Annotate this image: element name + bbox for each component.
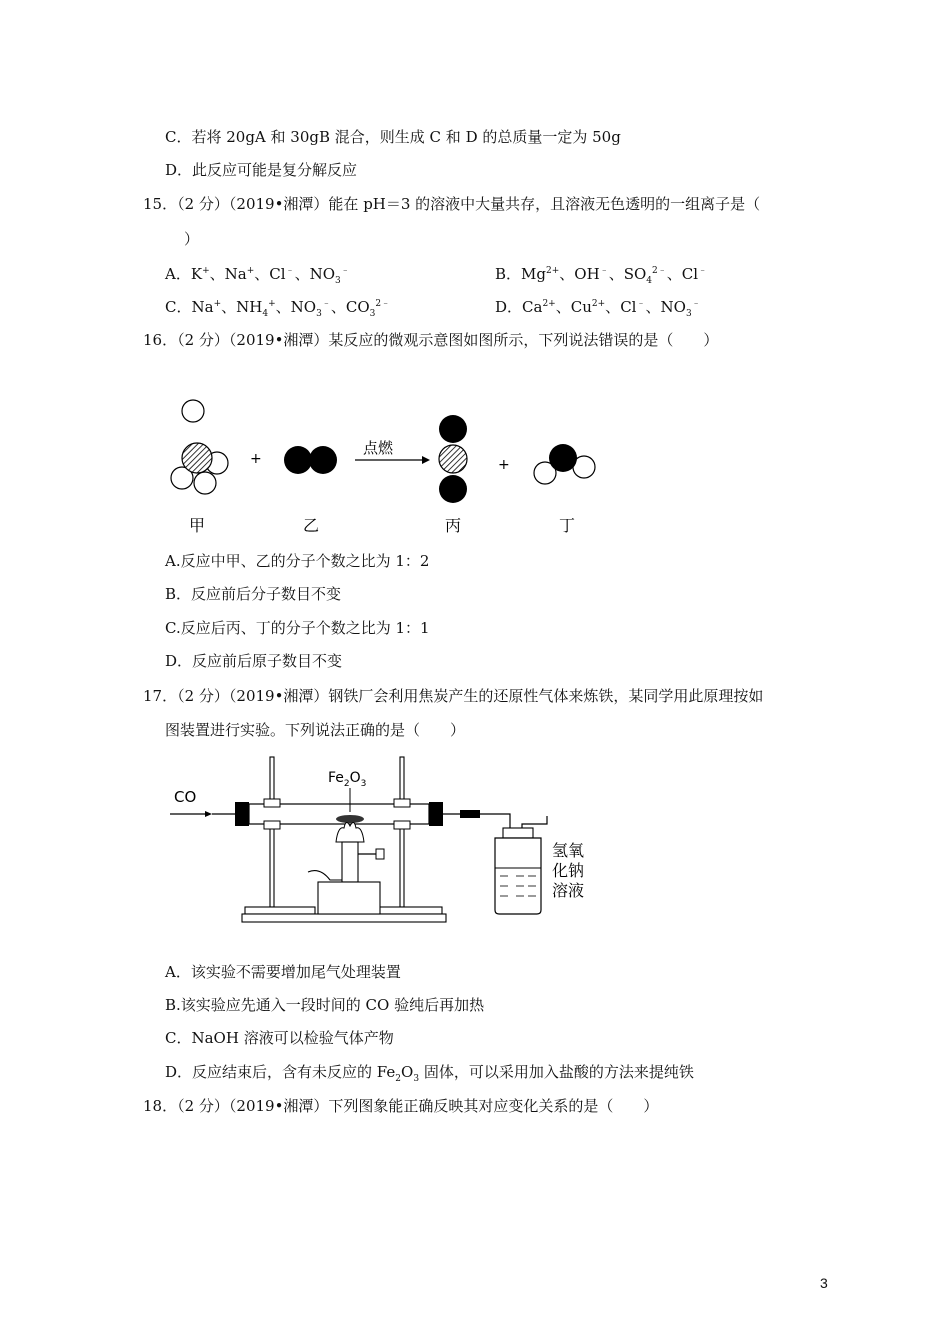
q15-option-a: A．K+、Na+、Cl﹣、$NO_3^﹣$ (165, 265, 350, 286)
q17-option-a: A．该实验不需要增加尾气处理装置 (165, 963, 401, 981)
ion-formula: Na+ (191, 298, 222, 316)
plus-sign-2: + (498, 457, 510, 473)
molecule-ding (534, 444, 595, 484)
iron-smelting-apparatus (160, 752, 600, 927)
q17-option-d-sub1: 2 (395, 1074, 401, 1084)
q15-stem: 15．（2 分）（2019•湘潭）能在 pH＝3 的溶液中大量共存，且溶液无色透明的一组离子是（ (143, 195, 761, 213)
ion-formula: $NO_3^﹣$ (660, 298, 701, 319)
naoh-label-line3: 溶液 (552, 881, 585, 900)
option-prefix: B． (495, 265, 522, 283)
ion-formula: $NH_4^+$ (236, 298, 276, 319)
gas-washing-bottle (495, 828, 541, 914)
option-prefix: D． (495, 298, 523, 316)
molecule-jia (171, 400, 228, 494)
reaction-diagram (160, 385, 630, 545)
reaction-arrow (355, 456, 430, 464)
ion-formula: Na+ (224, 265, 255, 283)
q17-option-d-sub2: 3 (413, 1074, 420, 1084)
plus-sign-1: + (250, 451, 262, 467)
q16-option-d: D．反应前后原子数目不变 (165, 652, 343, 670)
ion-formula: OH﹣ (574, 265, 609, 283)
q17-option-b: B.该实验应先通入一段时间的 CO 验纯后再加热 (165, 996, 485, 1014)
iron-stand-right (370, 757, 442, 914)
q15-option-c: C．Na+、$NH_4^+$、$NO_3^﹣$、$CO_3^{2﹣}$ (165, 298, 391, 319)
q16-stem: 16．（2 分）（2019•湘潭）某反应的微观示意图如图所示，下列说法错误的是（ ） (143, 331, 719, 349)
q16-option-b: B．反应前后分子数目不变 (165, 585, 342, 603)
q16-option-a: A.反应中甲、乙的分子个数之比为 1：2 (165, 552, 430, 570)
stopper-right (429, 802, 443, 826)
q15-stem-tail: ） (184, 230, 200, 248)
label-jia: 甲 (188, 516, 206, 535)
q17-stem-line2: 图装置进行实验。下列说法正确的是（ ） (165, 721, 466, 739)
ion-formula: $SO_4^{2﹣}$ (623, 265, 667, 286)
alcohol-burner (308, 842, 384, 914)
q14-option-c: C．若将 20gA 和 30gB 混合，则生成 C 和 D 的总质量一定为 50g (165, 128, 621, 146)
iron-stand-left (245, 757, 315, 914)
ion-formula: Cl﹣ (620, 298, 646, 316)
base-plate (242, 914, 446, 922)
ion-formula: $CO_3^{2﹣}$ (345, 298, 391, 319)
fe2o3-label: $Fe_2O_3$ (328, 770, 367, 789)
ion-formula: $Mg^{2+}$ (521, 265, 560, 283)
label-bing: 丙 (444, 516, 462, 535)
stopper-left (235, 802, 249, 826)
q16-option-c: C.反应后丙、丁的分子个数之比为 1：1 (165, 619, 430, 637)
q17-option-d-part1: D．反应结束后，含有未反应的 Fe (165, 1063, 396, 1081)
ion-formula: K+ (190, 265, 210, 283)
arrow-label: 点燃 (363, 439, 394, 457)
naoh-label-line2: 化钠 (552, 861, 585, 880)
ion-formula: Cl﹣ (269, 265, 295, 283)
page-number: 3 (820, 1275, 828, 1291)
ion-formula: Cl﹣ (681, 265, 708, 283)
q17-stem-line1: 17．（2 分）（2019•湘潭）钢铁厂会利用焦炭产生的还原性气体来炼铁，某同学用此原理按如 (143, 687, 764, 705)
q17-option-d (165, 1062, 694, 1082)
q18-stem: 18．（2 分）（2019•湘潭）下列图象能正确反映其对应变化关系的是（ ） (143, 1097, 659, 1115)
ion-formula: $Ca^{2+}$ (522, 298, 556, 316)
q17-option-d-part2: O (401, 1063, 414, 1081)
naoh-label-line1: 氢氧 (552, 841, 585, 860)
q17-option-c: C．NaOH 溶液可以检验气体产物 (165, 1029, 394, 1047)
option-prefix: C． (165, 298, 192, 316)
molecule-yi (284, 446, 337, 474)
q15-option-b: B．$Mg^{2+}$、OH﹣、$SO_4^{2﹣}$、Cl﹣ (495, 265, 708, 286)
ion-formula: $Cu^{2+}$ (570, 298, 606, 316)
molecule-bing (439, 415, 467, 503)
q14-option-d: D．此反应可能是复分解反应 (165, 161, 358, 179)
fe2o3-powder (336, 815, 364, 823)
label-yi: 乙 (302, 516, 320, 535)
ion-formula: $NO_3^﹣$ (309, 265, 350, 286)
co-label: CO (174, 788, 197, 806)
flame (336, 822, 364, 842)
option-prefix: A． (165, 265, 191, 283)
ion-formula: $NO_3^﹣$ (290, 298, 331, 319)
q15-option-d: D．$Ca^{2+}$、$Cu^{2+}$、Cl﹣、$NO_3^﹣$ (495, 298, 701, 319)
q17-option-d-part3: 固体，可以采用加入盐酸的方法来提纯铁 (419, 1063, 694, 1081)
label-ding: 丁 (558, 516, 576, 535)
